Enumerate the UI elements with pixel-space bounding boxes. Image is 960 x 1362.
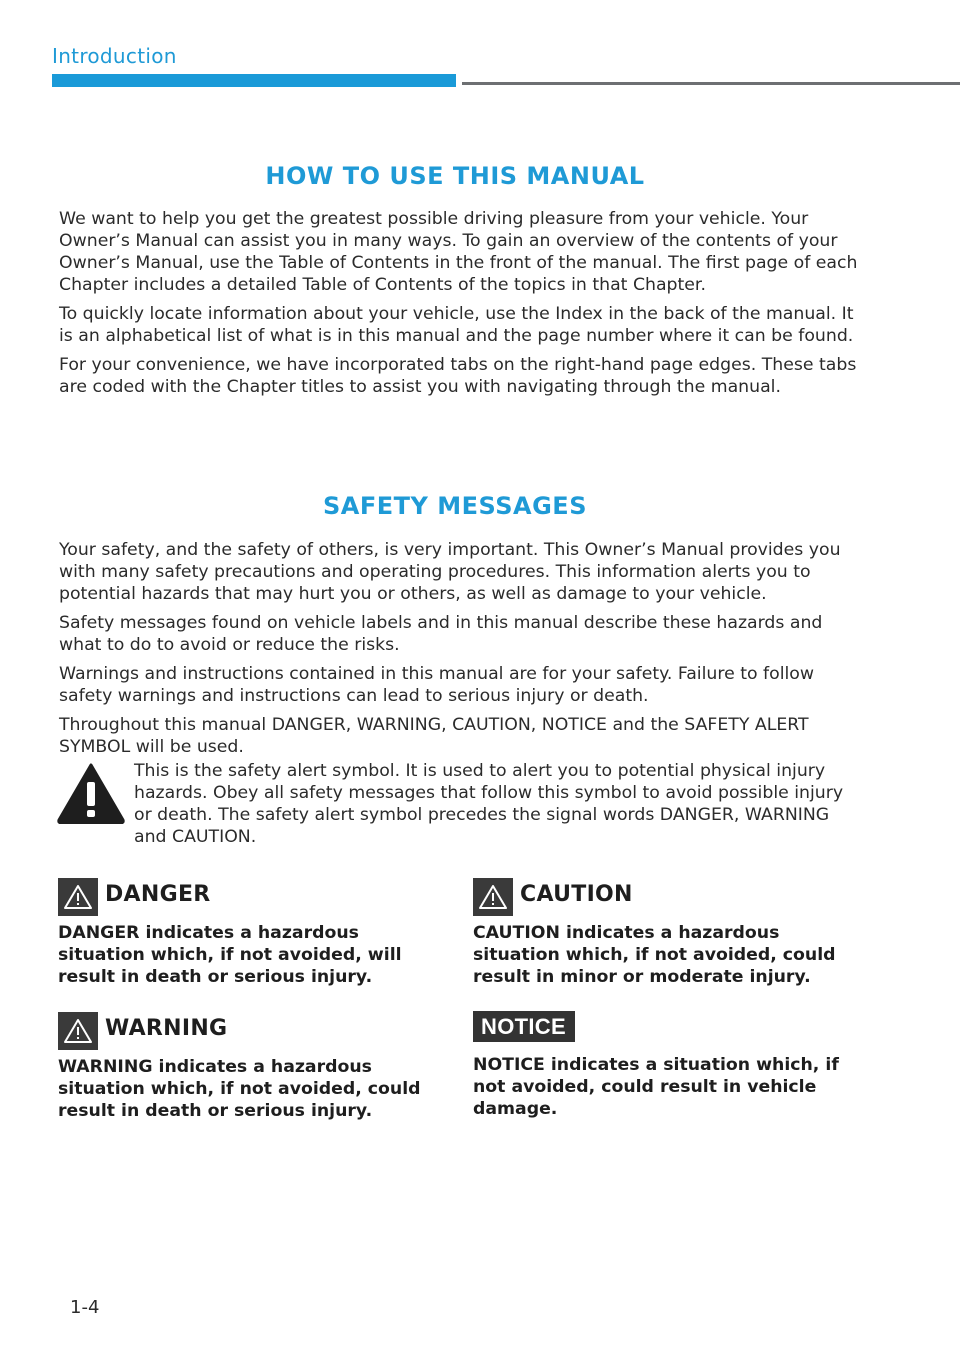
safety-messages-heading: SAFETY MESSAGES xyxy=(323,492,587,520)
danger-signal-word: DANGER xyxy=(105,882,211,907)
paragraph: For your convenience, we have incorporated tabs on the right-hand page edges. These tabs are coded with the Chapter titles to assist you with navigating through the manual. xyxy=(59,355,857,397)
warning-signal-word: WARNING xyxy=(105,1016,228,1041)
notice-badge: NOTICE xyxy=(473,1011,575,1042)
danger-description: DANGER indicates a hazardous situation which, if not avoided, will result in death or serious injury. xyxy=(58,923,402,987)
caution-signal-word: CAUTION xyxy=(520,882,633,907)
caution-description: CAUTION indicates a hazardous situation which, if not avoided, could result in minor or moderate injury. xyxy=(473,923,836,987)
header-rule-accent xyxy=(52,74,456,87)
safety-messages-body xyxy=(59,539,859,765)
warning-triangle-icon xyxy=(56,762,126,824)
paragraph: Safety messages found on vehicle labels and in this manual describe these hazards and what to do to avoid or reduce the risks. xyxy=(59,613,823,655)
paragraph: We want to help you get the greatest possible driving pleasure from your vehicle. Your Owner’s Manual can assist you in many ways. To gain an overview of the contents of your Owner’s Manual, use the Table of Contents in the front of the manual. The first page of each Chapter includes a detailed Table of Contents of the topics in that Chapter. xyxy=(59,209,858,295)
safety-alert-description: This is the safety alert symbol. It is used to alert you to potential physical injury hazards. Obey all safety messages that follow this symbol to avoid possible injury or death. The safety alert symbol precedes the signal words DANGER, WARNING and CAUTION. xyxy=(134,761,844,847)
section-title: Introduction xyxy=(52,44,177,68)
warning-triangle-icon xyxy=(58,878,98,916)
warning-description: WARNING indicates a hazardous situation which, if not avoided, could result in death or serious injury. xyxy=(58,1057,421,1121)
paragraph: Warnings and instructions contained in this manual are for your safety. Failure to follow safety warnings and instructions can lead to serious injury or death. xyxy=(59,664,815,706)
warning-triangle-icon xyxy=(58,1012,98,1050)
paragraph: To quickly locate information about your vehicle, use the Index in the back of the manual. It is an alphabetical list of what is in this manual and the page number where it can be found. xyxy=(59,304,854,346)
warning-box xyxy=(58,1012,448,1122)
how-to-use-heading: HOW TO USE THIS MANUAL xyxy=(265,162,645,190)
caution-box xyxy=(473,878,863,988)
how-to-use-body xyxy=(59,208,859,405)
notice-box xyxy=(473,1011,863,1120)
header-rule-gray xyxy=(462,82,960,85)
danger-box xyxy=(58,878,448,988)
notice-description: NOTICE indicates a situation which, if not avoided, could result in vehicle damage. xyxy=(473,1055,839,1119)
paragraph: Throughout this manual DANGER, WARNING, CAUTION, NOTICE and the SAFETY ALERT SYMBOL will be used. xyxy=(59,715,809,757)
page-number: 1-4 xyxy=(70,1297,100,1318)
warning-triangle-icon xyxy=(473,878,513,916)
paragraph: Your safety, and the safety of others, is very important. This Owner’s Manual provides you with many safety precautions and operating procedures. This information alerts you to potential hazards that may hurt you or others, as well as damage to your vehicle. xyxy=(59,540,841,604)
